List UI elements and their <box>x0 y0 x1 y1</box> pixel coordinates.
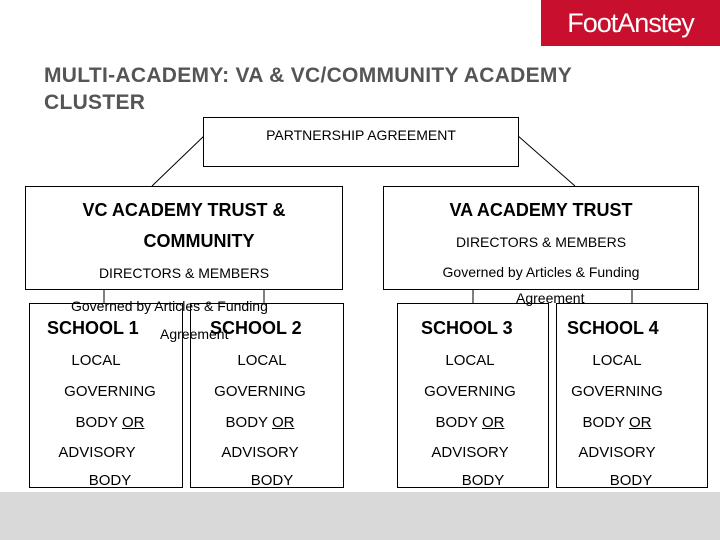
school-2-or-word: OR <box>271 414 295 431</box>
va-trust-title: VA ACADEMY TRUST <box>449 200 633 220</box>
connector-partnership-vc <box>152 135 205 186</box>
school-1-line-body: BODY <box>88 472 132 489</box>
school-3-body-word: BODY <box>435 414 478 431</box>
school-3-line-body-or <box>397 414 543 431</box>
vc-trust-agreement: Agreement <box>160 326 229 342</box>
va-trust-governed: Governed by Articles & Funding <box>442 264 640 280</box>
connector-partnership-va <box>517 135 575 186</box>
va-trust-agreement: Agreement <box>516 290 585 306</box>
vc-trust-title-2: COMMUNITY <box>143 231 255 251</box>
school-1-line-advisory: ADVISORY <box>58 444 136 461</box>
school-2-line-governing: GOVERNING <box>214 383 306 400</box>
title-line-1: MULTI-ACADEMY: VA & VC/COMMUNITY ACADEMY <box>44 64 573 87</box>
foot-anstey-logo: FootAnstey <box>541 0 720 46</box>
school-3-name: SCHOOL 3 <box>421 318 513 338</box>
school-2-line-advisory: ADVISORY <box>221 444 299 461</box>
vc-trust-title-1: VC ACADEMY TRUST & <box>82 200 286 220</box>
school-1-body-word: BODY <box>75 414 118 431</box>
school-4-line-governing: GOVERNING <box>571 383 663 400</box>
school-3-line-local: LOCAL <box>445 352 495 369</box>
vc-trust-directors: DIRECTORS & MEMBERS <box>98 265 270 281</box>
partnership-label: PARTNERSHIP AGREEMENT <box>266 127 456 143</box>
school-2-line-local: LOCAL <box>237 352 287 369</box>
school-1-line-local: LOCAL <box>71 352 121 369</box>
school-4-or-word: OR <box>628 414 652 431</box>
title-line-2: CLUSTER <box>44 91 146 114</box>
school-2-line-body: BODY <box>250 472 294 489</box>
school-1-line-body-or <box>29 414 191 431</box>
school-3-line-governing: GOVERNING <box>424 383 516 400</box>
school-1-name: SCHOOL 1 <box>47 318 139 338</box>
school-3-or-word: OR <box>481 414 505 431</box>
school-2-body-word: BODY <box>225 414 268 431</box>
school-3-line-advisory: ADVISORY <box>431 444 509 461</box>
school-4-line-body-or <box>556 414 678 431</box>
school-3-line-body: BODY <box>461 472 505 489</box>
school-4-line-advisory: ADVISORY <box>578 444 656 461</box>
school-1-line-governing: GOVERNING <box>64 383 156 400</box>
school-4-line-local: LOCAL <box>592 352 642 369</box>
school-2-name: SCHOOL 2 <box>210 318 302 338</box>
school-4-line-body: BODY <box>609 472 653 489</box>
school-1-or-word: OR <box>121 414 145 431</box>
school-4-name: SCHOOL 4 <box>567 318 659 338</box>
vc-trust-governed: Governed by Articles & Funding <box>71 298 268 314</box>
school-2-line-body-or <box>190 414 330 431</box>
va-trust-directors: DIRECTORS & MEMBERS <box>455 234 627 250</box>
footer-band <box>0 492 720 540</box>
school-4-body-word: BODY <box>582 414 625 431</box>
